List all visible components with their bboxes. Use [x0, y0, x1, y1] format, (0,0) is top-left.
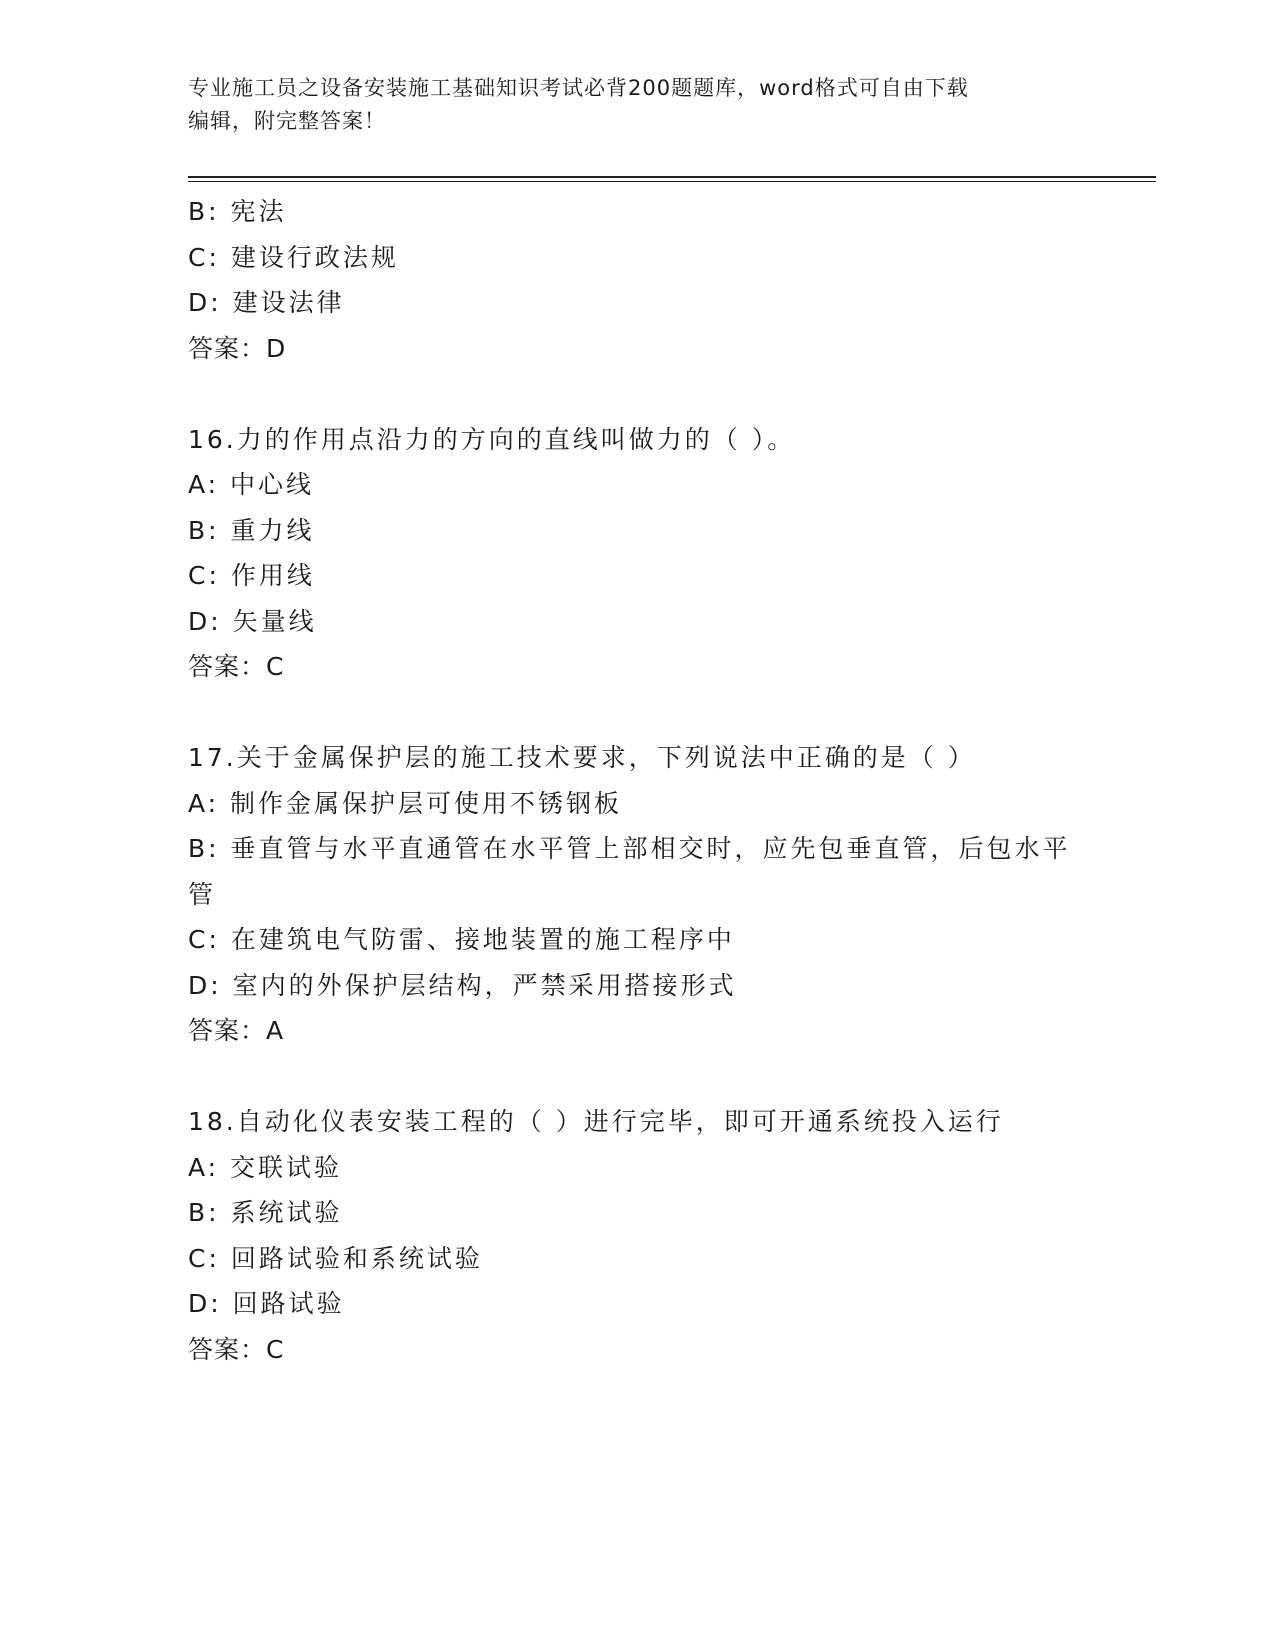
question-18: [188, 1099, 1088, 1372]
header-title-line-2: 编辑，附完整答案！: [188, 109, 386, 133]
option-b: B: 系统试验: [188, 1198, 343, 1227]
header-divider-thin: [188, 181, 1156, 182]
option-d: D: 建设法律: [188, 288, 345, 317]
question-15-continued: [188, 189, 1088, 371]
answer-line: 答案：C: [188, 652, 285, 681]
option-d: D: 回路试验: [188, 1289, 345, 1318]
answer-line: 答案：D: [188, 333, 287, 363]
option-a: A: 中心线: [188, 470, 315, 499]
spacer: [188, 690, 1088, 736]
spacer: [188, 1054, 1088, 1100]
option-a: A: 交联试验: [188, 1152, 343, 1182]
option-b: B: 垂直管与水平直通管在水平管上部相交时，应先包垂直管，后包水平管: [188, 834, 1071, 909]
document-header: [188, 72, 1088, 138]
option-c: C: 建设行政法规: [188, 242, 399, 272]
option-d: D: 室内的外保护层结构，严禁采用搭接形式: [188, 970, 737, 1000]
spacer: [188, 371, 1088, 417]
option-b: B: 重力线: [188, 515, 315, 545]
option-b: B: 宪法: [188, 197, 287, 226]
option-c: C: 作用线: [188, 561, 315, 590]
header-title-line-1: 专业施工员之设备安装施工基础知识考试必背200题题库，word格式可自由下载: [188, 76, 969, 100]
option-a: A: 制作金属保护层可使用不锈钢板: [188, 788, 623, 818]
question-17: [188, 735, 1088, 1054]
question-stem: 16.力的作用点沿力的方向的直线叫做力的（ ）。: [188, 424, 796, 454]
option-c: C: 回路试验和系统试验: [188, 1243, 483, 1273]
question-stem: 18.自动化仪表安装工程的（ ）进行完毕，即可开通系统投入运行: [188, 1107, 1004, 1136]
option-d: D: 矢量线: [188, 606, 317, 636]
question-16: [188, 417, 1088, 690]
answer-line: 答案：A: [188, 1016, 285, 1045]
question-list: [188, 189, 1088, 1372]
header-divider-thick: [188, 176, 1156, 178]
answer-line: 答案：C: [188, 1334, 285, 1364]
option-c: C: 在建筑电气防雷、接地装置的施工程序中: [188, 925, 735, 954]
question-stem: 17.关于金属保护层的施工技术要求，下列说法中正确的是（ ）: [188, 743, 976, 772]
